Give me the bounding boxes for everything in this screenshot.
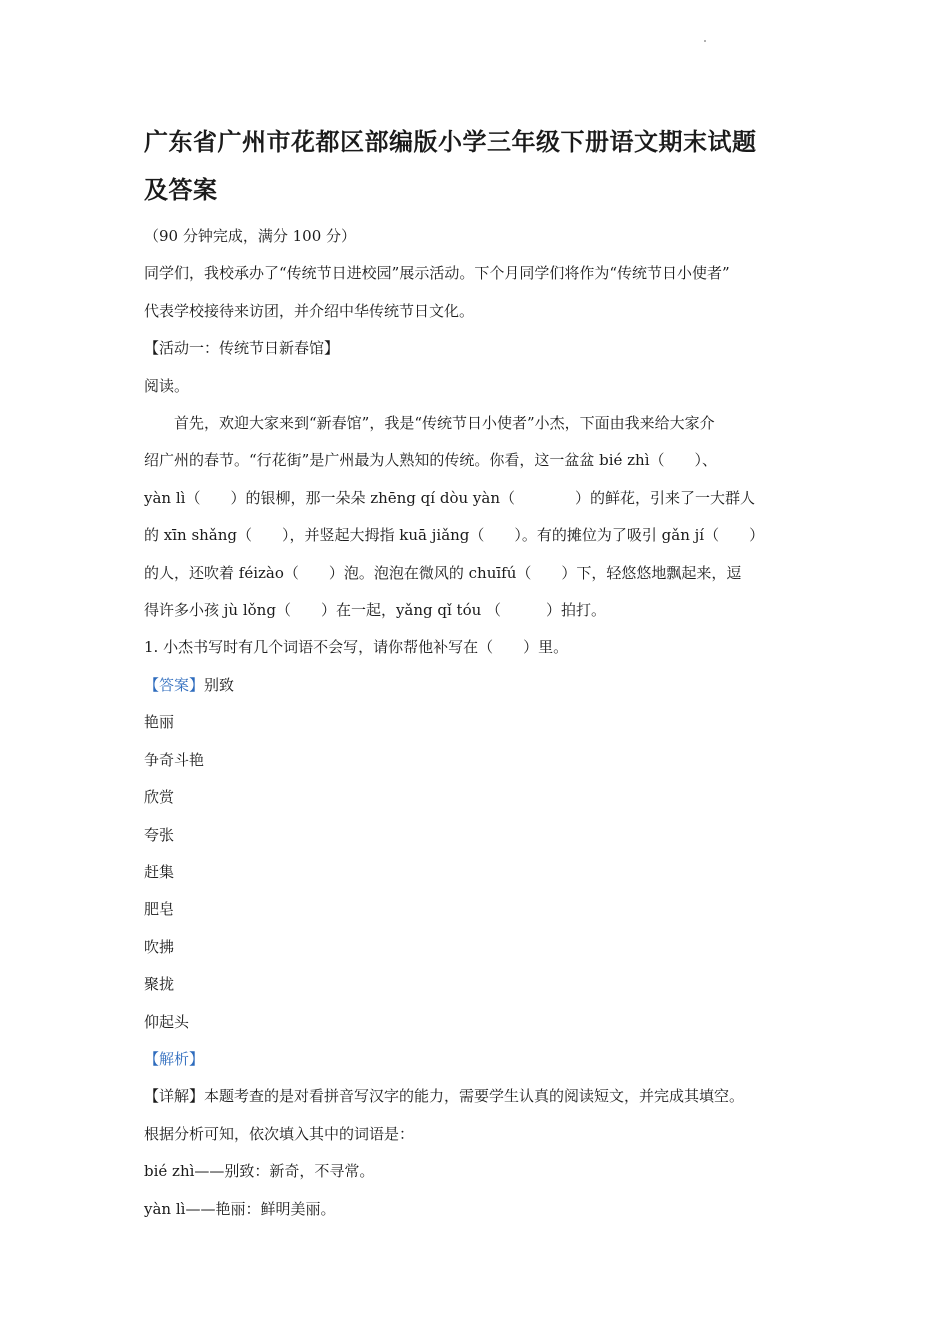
answer-item: 赶集 [144, 862, 175, 881]
answer-line [144, 667, 824, 704]
passage-line: 首先，欢迎大家来到“新春馆”，我是“传统节日小使者”小杰，下面由我来给大家介 [174, 414, 715, 433]
answer-item: 仰起头 [144, 1012, 190, 1031]
answer-item: 吹拂 [144, 937, 175, 956]
passage-line: 绍广州的春节。“行花街”是广州最为人熟知的传统。你看，这一盆盆 bié zhì（ ）、 [144, 451, 718, 470]
answer-item: 欣赏 [144, 788, 175, 807]
answer-item: 艳丽 [144, 713, 175, 732]
detail-text: 本题考查的是对看拼音写汉字的能力，需要学生认真的阅读短文，并完成其填空。 [204, 1087, 745, 1106]
exam-info: （90 分钟完成，满分 100 分） [144, 227, 357, 245]
page-dot [704, 40, 706, 42]
analysis-label: 【解析】 [144, 1049, 205, 1068]
intro-line-2: 代表学校接待来访团，并介绍中华传统节日文化。 [144, 301, 475, 320]
passage-line: 的人，还吹着 féizào（ ）泡。泡泡在微风的 chuīfú（ ）下，轻悠悠地飘起来，逗 [144, 563, 742, 582]
answer-item: 夸张 [144, 825, 175, 844]
answer-label: 【答案】 [144, 675, 205, 694]
document-title [144, 118, 824, 214]
passage-line: 得许多小孩 jù lǒng（ ）在一起，yǎng qǐ tóu （ ）拍打。 [144, 601, 607, 620]
detail-label: 【详解】 [144, 1087, 205, 1106]
intro-line-1: 同学们，我校承办了“传统节日进校园”展示活动。下个月同学们将作为“传统节日小使者” [144, 264, 730, 283]
answer-item: 聚拢 [144, 975, 175, 994]
answer-item: 肥皂 [144, 900, 175, 919]
title-line-1: 广东省广州市花都区部编版小学三年级下册语文期末试题 [144, 128, 757, 156]
activity-heading: 【活动一：传统节日新春馆】 [144, 339, 340, 358]
passage-line: 的 xīn shǎng（ ），并竖起大拇指 kuā jiǎng（ ）。有的摊位为了吸引 gǎn jí（ ） [144, 526, 765, 545]
explanation-line: yàn lì——艳丽：鲜明美丽。 [144, 1199, 336, 1218]
title-line-2: 及答案 [144, 176, 218, 204]
question-1: 1. 小杰书写时有几个词语不会写，请你帮他补写在（ ）里。 [144, 638, 569, 657]
answer-item: 争奇斗艳 [144, 750, 205, 769]
explanation-line: bié zhì——别致：新奇，不寻常。 [144, 1162, 375, 1181]
document-page [144, 118, 824, 1228]
passage-line: yàn lì（ ）的银柳，那一朵朵 zhēng qí dòu yàn（ ）的鲜花，引来了一大群人 [144, 488, 755, 507]
detail-line [144, 1078, 824, 1115]
answer-first: 别致 [204, 675, 235, 694]
detail-line-2: 根据分析可知，依次填入其中的词语是： [144, 1124, 415, 1143]
reading-label: 阅读。 [144, 376, 190, 395]
